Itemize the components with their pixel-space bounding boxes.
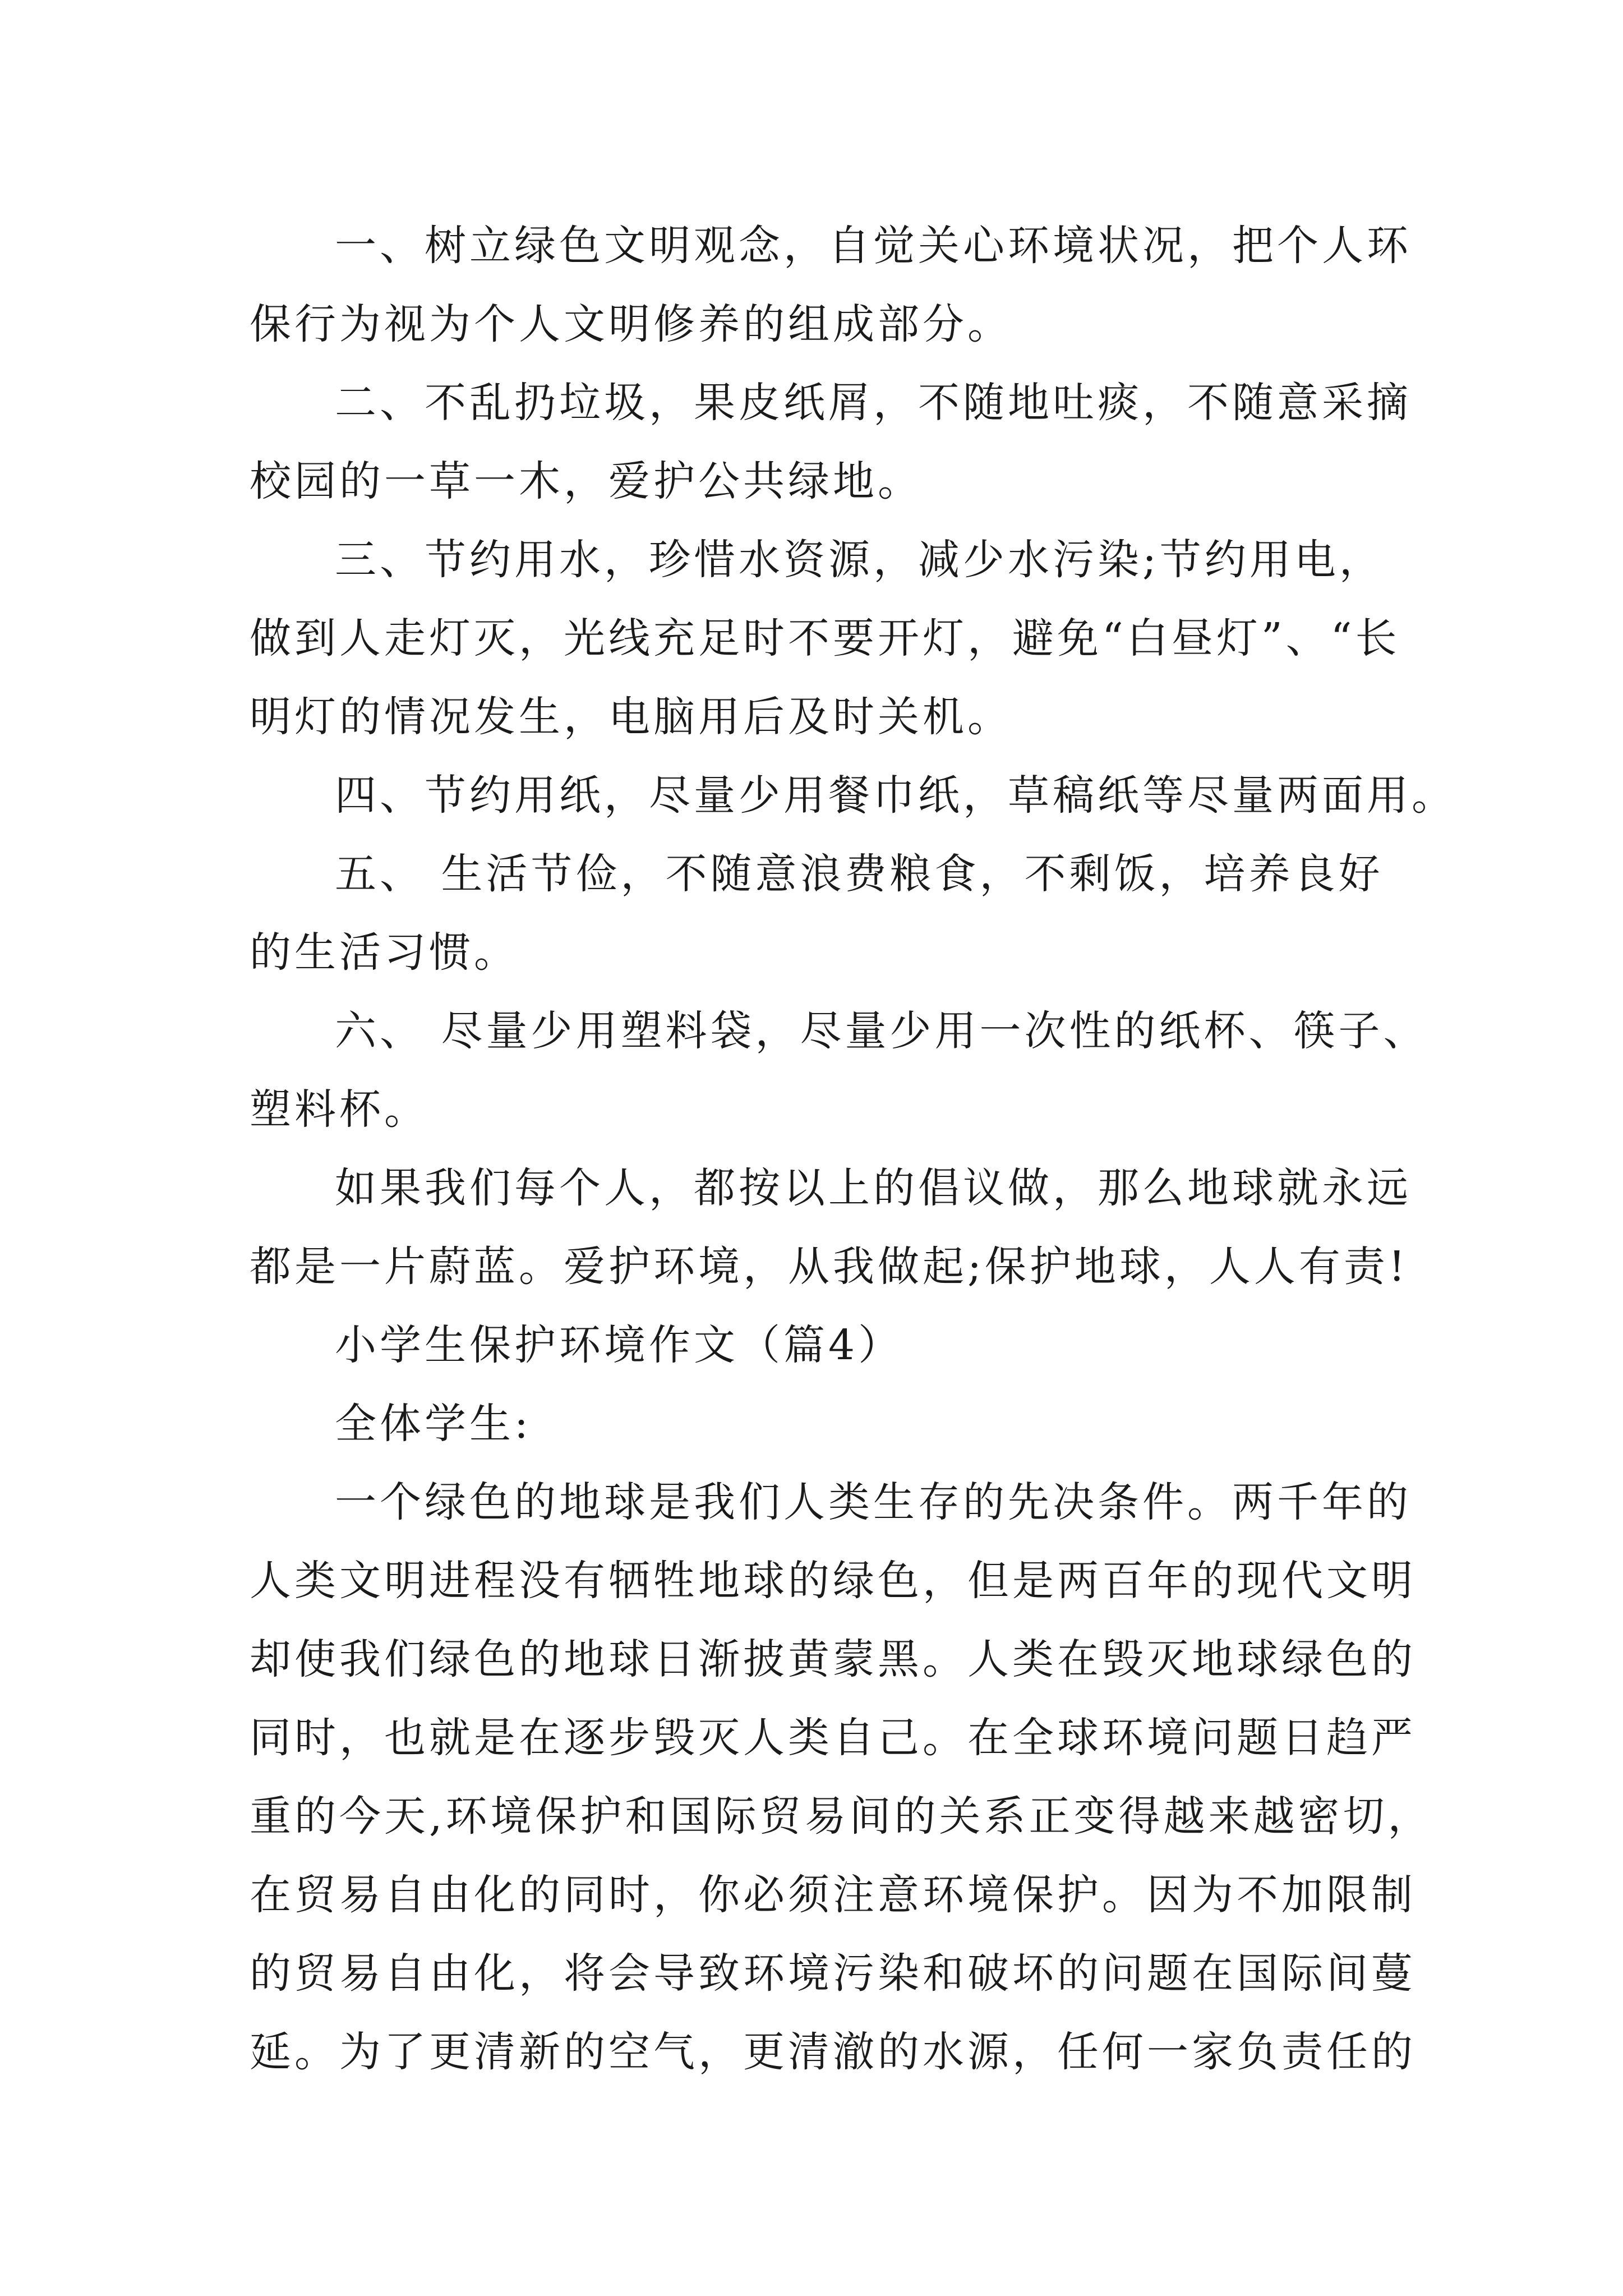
text-line: 人类文明进程没有牺牲地球的绿色，但是两百年的现代文明 [250, 1557, 1416, 1605]
text-line: 六、 尽量少用塑料袋，尽量少用一次性的纸杯、筷子、 [335, 1007, 1428, 1055]
text-line: 三、节约用水，珍惜水资源，减少水污染;节约用电， [335, 536, 1384, 584]
text-line: 重的今天,环境保护和国际贸易间的关系正变得越来越密切， [250, 1792, 1433, 1841]
text-line: 都是一片蔚蓝。爱护环境，从我做起;保护地球，人人有责! [250, 1243, 1409, 1291]
text-line: 做到人走灯灭，光线充足时不要开灯，避免“白昼灯”、“长 [250, 614, 1400, 662]
section-heading: 小学生保护环境作文（篇4） [335, 1321, 903, 1369]
text-line: 四、节约用纸，尽量少用餐巾纸，草稿纸等尽量两面用。 [335, 771, 1456, 820]
document-body [250, 212, 1456, 2097]
text-line: 保行为视为个人文明修养的组成部分。 [250, 300, 1012, 348]
text-line: 二、不乱扔垃圾，果皮纸屑，不随地吐痰，不随意采摘 [335, 379, 1412, 427]
text-line: 在贸易自由化的同时，你必须注意环境保护。因为不加限制 [250, 1871, 1416, 1919]
salutation: 全体学生: [335, 1400, 532, 1448]
text-line: 的生活习惯。 [250, 928, 519, 977]
text-line: 同时，也就是在逐步毁灭人类自己。在全球环境问题日趋严 [250, 1714, 1416, 1762]
text-line: 一个绿色的地球是我们人类生存的先决条件。两千年的 [335, 1478, 1412, 1526]
text-line: 校园的一草一木，爱护公共绿地。 [250, 457, 923, 505]
text-line: 却使我们绿色的地球日渐披黄蒙黑。人类在毁灭地球绿色的 [250, 1635, 1416, 1683]
text-line: 如果我们每个人，都按以上的倡议做，那么地球就永远 [335, 1164, 1412, 1212]
text-line: 延。为了更清新的空气，更清澈的水源，任何一家负责任的 [250, 2028, 1416, 2076]
text-line: 五、 生活节俭，不随意浪费粮食，不剩饭，培养良好 [335, 850, 1384, 898]
text-line: 的贸易自由化，将会导致环境污染和破坏的问题在国际间蔓 [250, 1949, 1416, 1998]
text-line: 一、树立绿色文明观念，自觉关心环境状况，把个人环 [335, 222, 1412, 270]
text-line: 明灯的情况发生，电脑用后及时关机。 [250, 693, 1012, 741]
text-line: 塑料杯。 [250, 1085, 429, 1134]
